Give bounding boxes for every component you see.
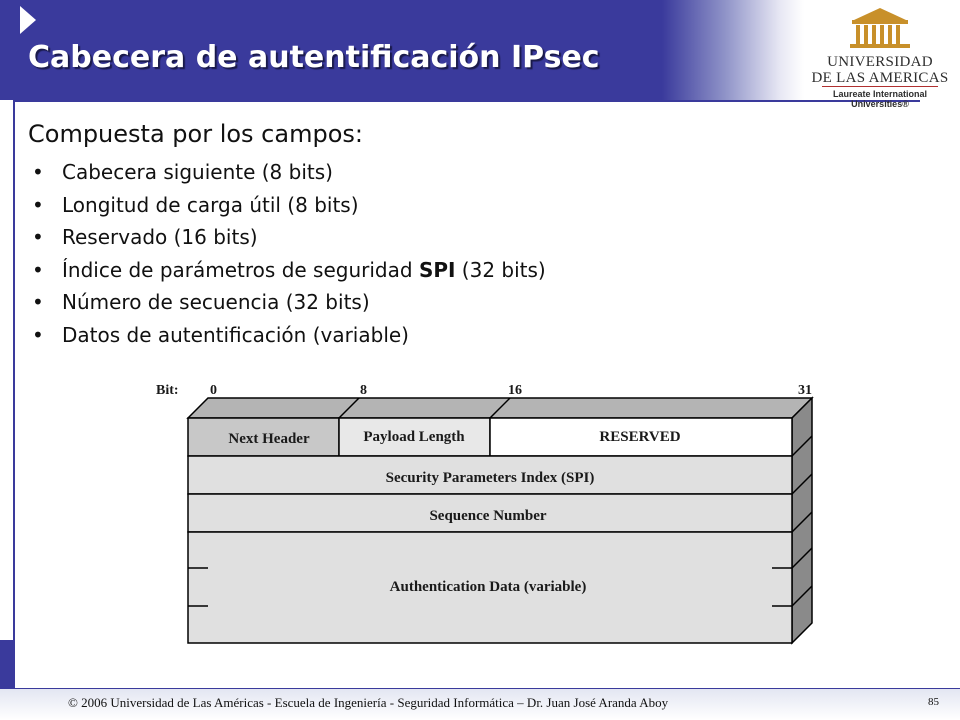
payload-length-label: Payload Length: [363, 429, 465, 445]
list-item: [28, 221, 546, 254]
building-icon: [810, 6, 950, 52]
list-item: [28, 189, 546, 222]
bullet-icon: •: [32, 322, 44, 347]
field-list: [28, 156, 546, 352]
bit-tick-31: 31: [798, 383, 812, 398]
bullet-icon: •: [32, 225, 44, 250]
bit-tick-0: 0: [210, 383, 217, 398]
list-item-suffix: (32 bits): [455, 257, 546, 282]
logo-name-line2: DE LAS AMERICAS: [811, 70, 949, 86]
ah-header-diagram: [150, 368, 850, 678]
next-header-label: Next Header: [228, 431, 310, 447]
list-item: [28, 156, 546, 189]
bullet-icon: •: [32, 257, 44, 282]
logo-name-line1: UNIVERSIDAD: [827, 54, 933, 70]
list-item-text: Datos de autentificación (variable): [62, 322, 409, 347]
left-bar: [0, 0, 18, 720]
bit-axis-label: Bit:: [156, 383, 179, 398]
left-bar-line: [13, 100, 15, 690]
logo-tagline: Laureate International Universities®: [832, 89, 928, 109]
left-bar-top: [0, 0, 14, 100]
slide-footer: [0, 689, 960, 720]
auth-data-label: Authentication Data (variable): [389, 579, 587, 595]
box-side-face: [792, 398, 812, 643]
spi-label: Security Parameters Index (SPI): [385, 470, 595, 486]
ah-diagram-svg: [150, 368, 850, 678]
list-item-text: Longitud de carga útil (8 bits): [62, 192, 359, 217]
left-bar-accent: [0, 640, 14, 690]
sequence-label: Sequence Number: [429, 508, 547, 524]
play-icon: [20, 6, 36, 34]
university-logo: [810, 6, 950, 116]
list-item: [28, 319, 546, 352]
list-item-text: Índice de parámetros de seguridad: [62, 257, 419, 282]
logo-divider: [822, 86, 938, 87]
header-divider: [14, 100, 920, 102]
list-item-emphasis: SPI: [418, 257, 456, 282]
bullet-icon: •: [32, 192, 44, 217]
bit-tick-16: 16: [508, 383, 522, 398]
list-item-text: Reservado (16 bits): [62, 225, 258, 250]
bullet-icon: •: [32, 160, 44, 184]
bit-tick-8: 8: [360, 383, 367, 398]
slide-title: Cabecera de autentificación IPsec: [28, 40, 600, 75]
intro-text: Compuesta por los campos:: [28, 120, 363, 148]
page-number: 85: [928, 696, 939, 708]
list-item: [28, 254, 546, 287]
bullet-icon: •: [32, 290, 44, 315]
list-item-text: Cabecera siguiente (8 bits): [62, 160, 333, 184]
list-item: [28, 286, 546, 319]
list-item-text: Número de secuencia (32 bits): [62, 290, 370, 315]
reserved-label: RESERVED: [599, 429, 681, 445]
footer-credits: © 2006 Universidad de Las Américas - Escuela de Ingeniería - Seguridad Informática – Dr. Juan José Aranda Aboy: [68, 695, 669, 710]
